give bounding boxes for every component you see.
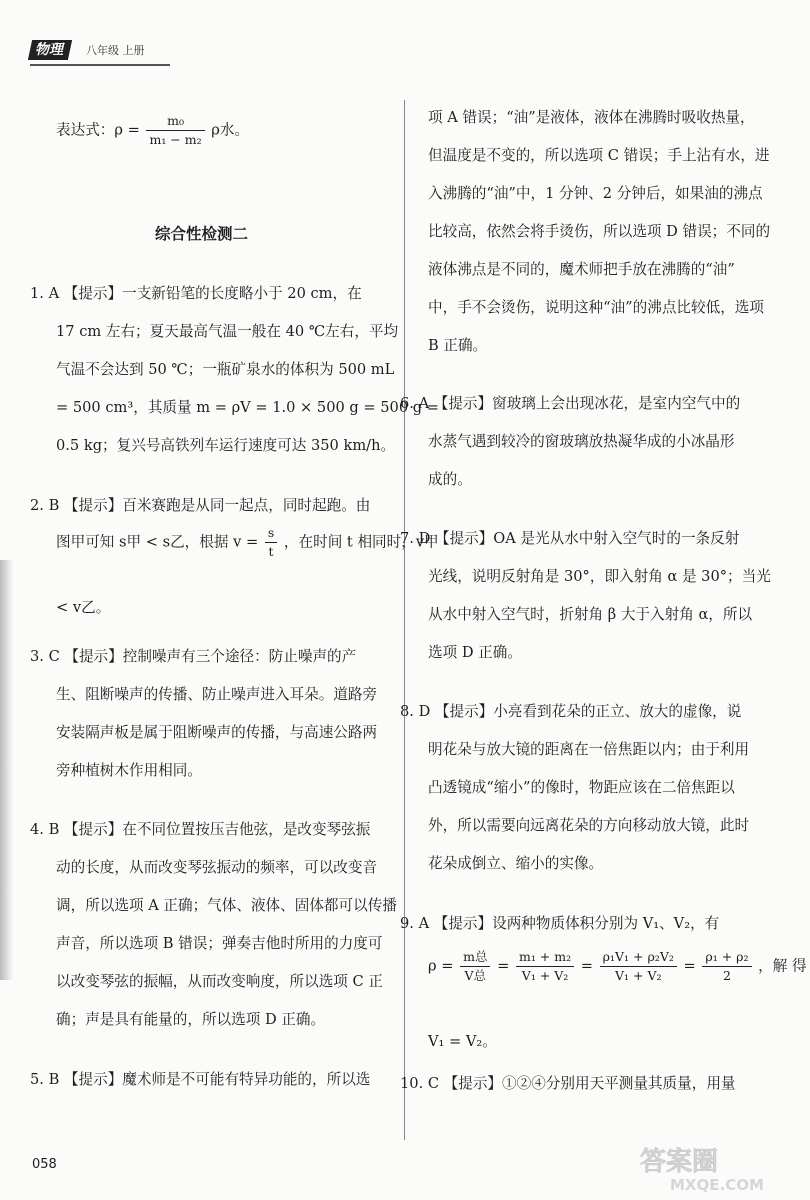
fraction-denominator: t: [268, 544, 274, 559]
fraction: [460, 948, 490, 985]
velocity-prefix: 图甲可知 s甲 < s乙，根据 v =: [56, 533, 259, 551]
equals-sign: =: [497, 957, 510, 975]
velocity-line: [56, 524, 439, 561]
answer-line: 生、阻断噪声的传播、防止噪声进入耳朵。道路旁: [56, 686, 378, 703]
answer-line: 7. D 【提示】OA 是光从水中射入空气时的一条反射: [400, 530, 740, 547]
equals-sign: =: [683, 957, 696, 975]
answer-line: 从水中射入空气时，折射角 β 大于入射角 α，所以: [428, 606, 753, 623]
fraction-numerator: ρ₁ + ρ₂: [702, 948, 751, 967]
fraction-denominator: V₁ + V₂: [615, 968, 662, 983]
equals-sign: =: [580, 957, 593, 975]
answer-line: 以改变琴弦的振幅，从而改变响度，所以选项 C 正: [56, 973, 383, 990]
header-rule: [30, 64, 170, 66]
fraction-numerator: s: [265, 524, 277, 543]
answer-line: 10. C 【提示】①②④分别用天平测量其质量，用量: [400, 1075, 736, 1092]
answer-line: 外，所以需要向远离花朵的方向移动放大镜，此时: [428, 817, 750, 834]
answer-line: 旁种植树木作用相同。: [56, 762, 202, 779]
subject-badge: 物理: [28, 40, 72, 60]
answer-line: 6. A 【提示】窗玻璃上会出现冰花，是室内空气中的: [400, 395, 741, 412]
answer-line: < v乙。: [56, 599, 111, 616]
answer-line: 调，所以选项 A 正确；气体、液体、固体都可以传播: [56, 897, 397, 914]
formula-lhs: ρ =: [428, 957, 454, 975]
answer-line: 水蒸气遇到较冷的窗玻璃放热凝华成的小冰晶形: [428, 433, 735, 450]
answer-line: 明花朵与放大镜的距离在一倍焦距以内；由于利用: [428, 741, 750, 758]
answer-line: 比较高，依然会将手烫伤，所以选项 D 错误；不同的: [428, 223, 771, 240]
watermark-url: MXQE.COM: [670, 1176, 764, 1194]
fraction-numerator: m₁ + m₂: [516, 948, 574, 967]
fraction-denominator: V总: [464, 968, 487, 983]
fraction-denominator: V₁ + V₂: [521, 968, 569, 983]
answer-line: 5. B 【提示】魔术师是不可能有特异功能的，所以选: [30, 1071, 371, 1088]
answer-line: 1. A 【提示】一支新铅笔的长度略小于 20 cm，在: [30, 285, 362, 302]
watermark-title: 答案圈: [640, 1147, 719, 1177]
answer-line: 液体沸点是不同的，魔术师把手放在沸腾的“油”: [428, 261, 735, 278]
answer-line: 成的。: [428, 471, 472, 488]
answer-line: 安装隔声板是属于阻断噪声的传播，与高速公路两: [56, 724, 378, 741]
answer-line: 花朵成倒立、缩小的实像。: [428, 855, 604, 872]
answer-line: 但温度是不变的，所以选项 C 错误；手上沾有水，进: [428, 147, 770, 164]
fraction: [600, 948, 677, 985]
answer-line: 4. B 【提示】在不同位置按压吉他弦，是改变琴弦振: [30, 821, 371, 838]
answer-line: 声音，所以选项 B 错误；弹奏吉他时所用的力度可: [56, 935, 383, 952]
answer-line: 确；声是具有能量的，所以选项 D 正确。: [56, 1011, 326, 1028]
answer-line: 3. C 【提示】控制噪声有三个途径：防止噪声的产: [30, 648, 357, 665]
fraction-numerator: m总: [460, 948, 490, 967]
column-divider: [404, 100, 405, 1140]
answer-line: V₁ = V₂。: [428, 1033, 497, 1050]
fraction: [702, 948, 751, 985]
answer-line: 8. D 【提示】小亮看到花朵的正立、放大的虚像，说: [400, 703, 742, 720]
answer-line: 9. A 【提示】设两种物质体积分别为 V₁、V₂，有: [400, 915, 720, 932]
fraction: [146, 112, 204, 149]
answer-line: 17 cm 左右；夏天最高气温一般在 40 ℃左右，平均: [56, 323, 399, 340]
velocity-suffix: ，在时间 t 相同时，v甲: [283, 533, 439, 551]
expression-suffix: ρ水。: [211, 121, 250, 139]
page-number: 058: [32, 1157, 57, 1172]
answer-line: = 500 cm³，其质量 m = ρV = 1.0 × 500 g = 500 g =: [56, 399, 439, 416]
answer-line: 2. B 【提示】百米赛跑是从同一起点，同时起跑。由: [30, 497, 371, 514]
answer-line: 项 A 错误；“油”是液体，液体在沸腾时吸收热量，: [428, 109, 755, 126]
answer-line: 气温不会达到 50 ℃；一瓶矿泉水的体积为 500 mL: [56, 361, 395, 378]
answer-line: 0.5 kg；复兴号高铁列车运行速度可达 350 km/h。: [56, 437, 396, 454]
answer-line: 中，手不会烫伤，说明这种“油”的沸点比较低，选项: [428, 299, 764, 316]
formula-tail: ，解 得: [758, 957, 807, 975]
fraction: [265, 524, 277, 561]
fraction: [516, 948, 574, 985]
fraction-numerator: m₀: [146, 112, 204, 131]
density-expression: [56, 112, 249, 149]
running-header: [30, 40, 170, 62]
answer-line: 动的长度，从而改变琴弦振动的频率，可以改变音: [56, 859, 378, 876]
page-edge-shadow: [0, 560, 14, 980]
section-title: 综合性检测二: [155, 225, 249, 243]
answer-line: 选项 D 正确。: [428, 644, 522, 661]
answer-line: 光线，说明反射角是 30°，即入射角 α 是 30°；当光: [428, 568, 771, 585]
fraction-denominator: 2: [722, 968, 731, 983]
answer-line: 入沸腾的“油”中，1 分钟、2 分钟后，如果油的沸点: [428, 185, 763, 202]
fraction-denominator: m₁ − m₂: [149, 132, 202, 147]
fraction-numerator: ρ₁V₁ + ρ₂V₂: [600, 948, 677, 967]
expression-prefix: 表达式：ρ =: [56, 121, 140, 139]
density-mixture-formula: [428, 948, 807, 985]
watermark-logo: [630, 1140, 795, 1195]
answer-line: B 正确。: [428, 337, 488, 354]
grade-label: 八年级 上册: [86, 44, 145, 57]
answer-line: 凸透镜成“缩小”的像时，物距应该在二倍焦距以: [428, 779, 735, 796]
